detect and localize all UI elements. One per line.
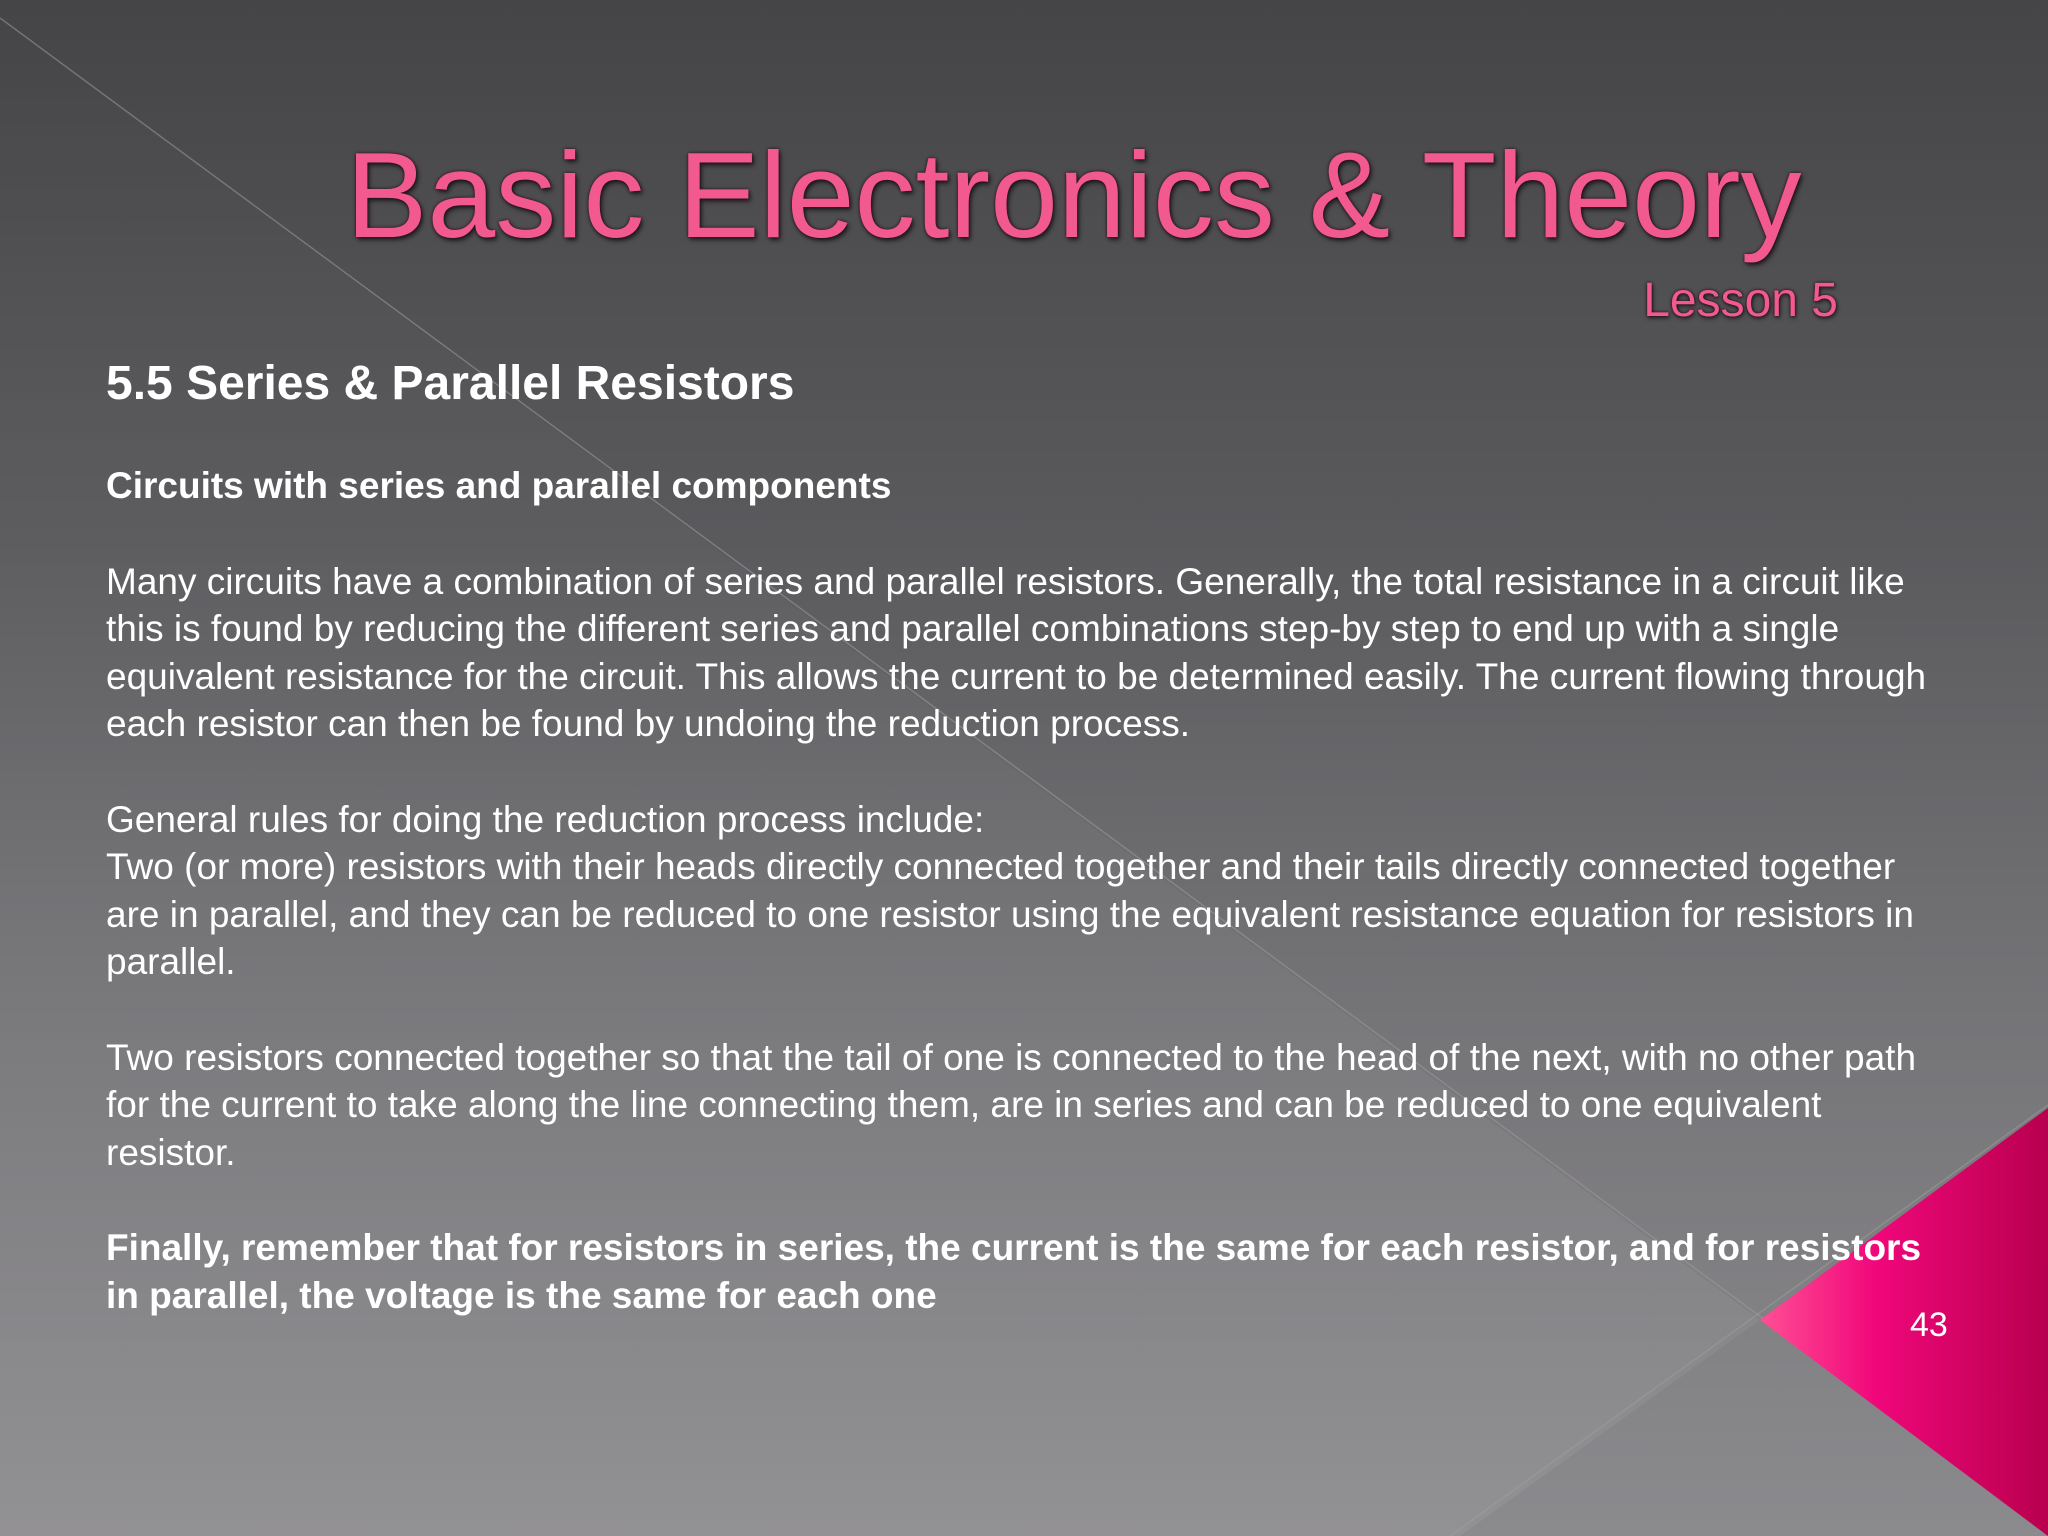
paragraph-summary: Finally, remember that for resistors in series, the current is the same for each resistor, and for resistors in parallel, the voltage is the same for each one (106, 1226, 1922, 1316)
slide-subtitle: Lesson 5 (1643, 274, 1838, 327)
paragraph-parallel-rule: Two (or more) resistors with their heads directly connected together and their tails directly connected together are in parallel, and they can be reduced to one resistor using the equivalent resistance equation for resistors in parallel. (106, 846, 1914, 983)
sub-heading: Circuits with series and parallel components (106, 465, 892, 506)
page-number: 43 (1910, 1306, 1948, 1344)
slide-title: Basic Electronics & Theory (346, 127, 1802, 263)
section-heading: 5.5 Series & Parallel Resistors (106, 357, 795, 410)
paragraph-intro: Many circuits have a combination of series and parallel resistors. Generally, the total resistance in a circuit like this is found by reducing the different series and parallel combinations step-by step to end up with a single equivalent resistance for the circuit. This allows the current to be determined easily. The current flowing through each resistor can then be found by undoing the reduction process. (106, 560, 1927, 745)
paragraph-series-rule: Two resistors connected together so that the tail of one is connected to the head of the next, with no other path for the current to take along the line connecting them, are in series and can be reduced to one equivalent resistor. (106, 1036, 1917, 1173)
slide-content (106, 352, 1946, 1319)
paragraph-rules-lead: General rules for doing the reduction process include: (106, 798, 985, 840)
